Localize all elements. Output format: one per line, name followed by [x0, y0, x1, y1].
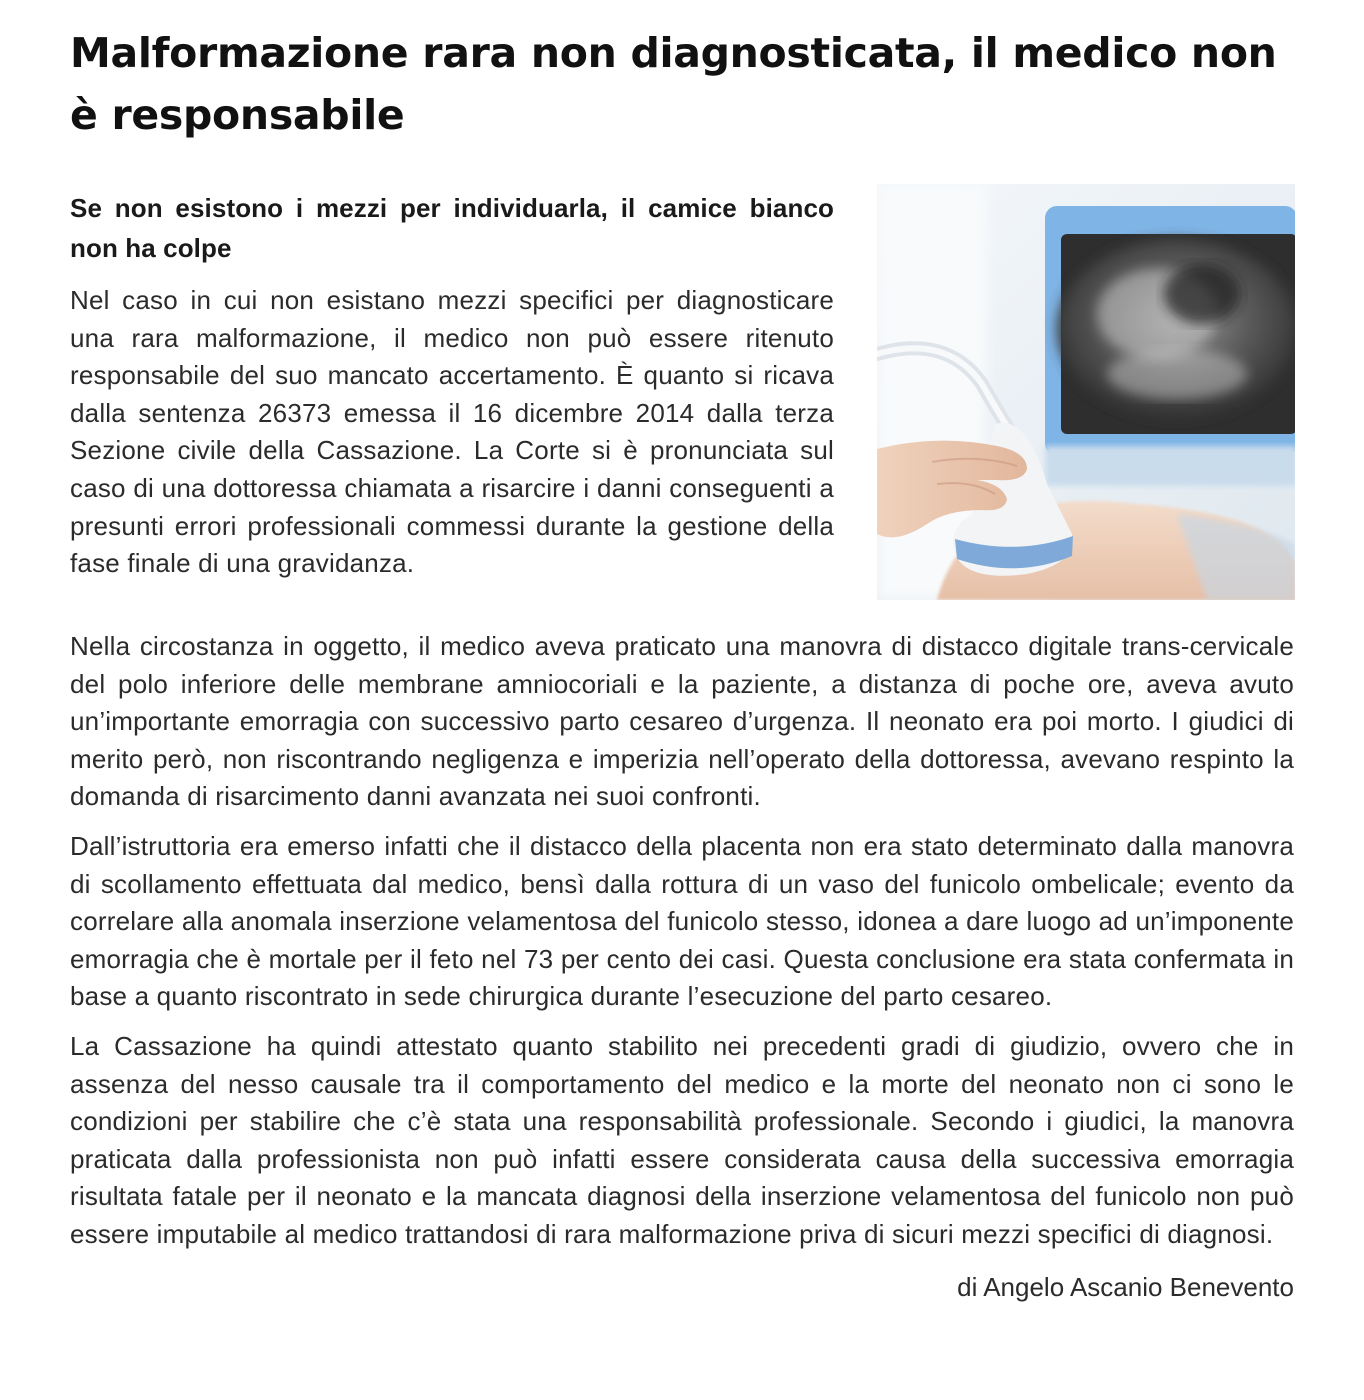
ultrasound-illustration	[877, 184, 1295, 600]
article-title: Malformazione rara non diagnosticata, il medico non è responsabile	[70, 29, 1277, 139]
ultrasound-photo	[877, 184, 1295, 600]
article-subtitle: Se non esistono i mezzi per individuarla, il camice bianco non ha colpe	[70, 193, 834, 263]
paragraph-2: Nella circostanza in oggetto, il medico aveva praticato una manovra di distacco digitale trans-cervicale del polo inferiore delle membrane amniocoriali e la paziente, a distanza di poche ore, aveva avuto un’importante emorragia con successivo parto cesareo d’urgenza. Il neonato era poi morto. I giudici di merito però, non riscontrando negligenza e imperizia nell’operato della dottoressa, avevano respinto la domanda di risarcimento danni avanzata nei suoi confronti.	[70, 631, 1294, 812]
article	[70, 22, 1294, 1306]
intro-section	[70, 188, 1294, 634]
paragraph-1: Nel caso in cui non esistano mezzi specifici per diagnosticare una rara malformazione, il medico non può essere ritenuto responsabile del suo mancato accertamento. È quanto si ricava dalla sentenza 26373 emessa il 16 dicembre 2014 dalla terza Sezione civile della Cassazione. La Corte si è pronunciata sul caso di una dottoressa chiamata a risarcire i danni conseguenti a presunti errori professionali commessi durante la gestione della fase finale di una gravidanza.	[70, 285, 834, 579]
intro-text-column	[70, 188, 834, 583]
author-signature: di Angelo Ascanio Benevento	[957, 1271, 1294, 1302]
paragraph-3: Dall’istruttoria era emerso infatti che il distacco della placenta non era stato determinato dalla manovra di scollamento effettuata dal medico, bensì dalla rottura di un vaso del funicolo ombelicale; evento da correlare alla anomala inserzione velamentosa del funicolo stesso, idonea a dare luogo ad un’imponente emorragia che è mortale per il feto nel 73 per cento dei casi. Questa conclusione era stata confermata in base a quanto riscontrato in sede chirurgica durante l’esecuzione del parto cesareo.	[70, 830, 1294, 1012]
body-section	[70, 628, 1294, 1254]
paragraph-4: La Cassazione ha quindi attestato quanto stabilito nei precedenti gradi di giudizio, ovvero che in assenza del nesso causale tra il comportamento del medico e la morte del neonato non ci sono le condizioni per stabilire che c’è stata una responsabilità professionale. Secondo i giudici, la manovra praticata dalla professionista non può infatti essere considerata causa della successiva emorragia risultata fatale per il neonato e la mancata diagnosi della inserzione velamentosa del funicolo non può essere imputabile al medico trattandosi di rara malformazione priva di sicuri mezzi specifici di diagnosi.	[70, 1030, 1294, 1249]
